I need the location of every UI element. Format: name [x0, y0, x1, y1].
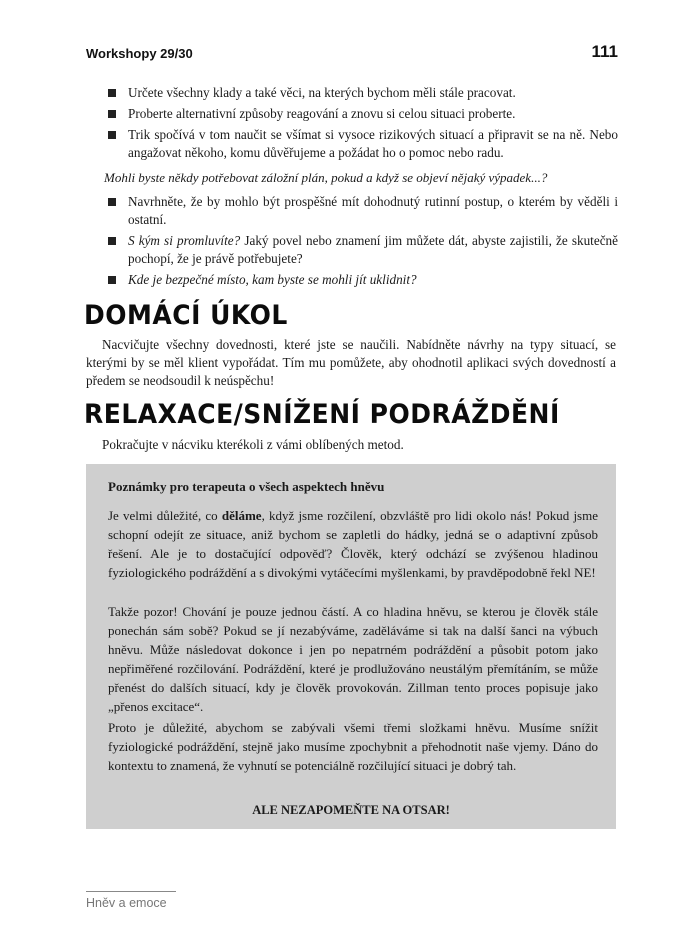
relaxation-paragraph: Pokračujte v nácviku kterékoli z vámi oblíbených metod. — [102, 437, 404, 452]
list-item: Kde je bezpečné místo, kam byste se mohli jít uklidnit? — [104, 271, 618, 289]
backup-plan-question: Mohli byste někdy potřebovat záložní plán, pokud a když se objeví nějaký výpadek...? — [104, 170, 548, 185]
emphasis: děláme — [221, 508, 262, 523]
page-number: 111 — [591, 42, 618, 61]
list-item: Proberte alternativní způsoby reagování a znovu si celou situaci proberte. — [104, 105, 618, 123]
square-bullet-icon — [108, 110, 116, 118]
therapist-notes-box — [86, 464, 616, 829]
square-bullet-icon — [108, 237, 116, 245]
notes-reminder: ALE NEZAPOMEŇTE NA OTSAR! — [252, 803, 450, 817]
homework-heading: DOMÁCÍ ÚKOL — [84, 299, 288, 331]
relaxation-heading: RELAXACE/SNÍŽENÍ PODRÁŽDĚNÍ — [84, 398, 560, 430]
bullet-list-review — [104, 84, 618, 165]
bullet-list-backup-plan — [104, 193, 618, 292]
square-bullet-icon — [108, 131, 116, 139]
square-bullet-icon — [108, 198, 116, 206]
list-item: S kým si promluvíte? Jaký povel nebo znamení jim můžete dát, abyste zajistili, že skutečně pochopí, že je právě potřebujete? — [104, 232, 618, 268]
notes-paragraph: Takže pozor! Chování je pouze jednou částí. A co hladina hněvu, se kterou je člověk stále ponechán sám sobě? Pokud se jí nezabýváme, zaděláváme si tak na další šanci na výbuch hněvu. Může následovat dokonce i jen po nepatrném podráždění a působit potom jako nepřiměřené rozčilování. Podráždění, které je prodlužováno neustálým přemítáním, se může přenést do dalších situací, kdy je člověk provokován. Zillman tento proces popisuje jako „přenos excitace“. — [108, 604, 598, 714]
list-item: Určete všechny klady a také věci, na kterých bychom měli stále pracovat. — [104, 84, 618, 102]
running-footer: Hněv a emoce — [86, 896, 167, 910]
square-bullet-icon — [108, 276, 116, 284]
list-item: Navrhněte, že by mohlo být prospěšné mít dohodnutý rutinní postup, o kterém by věděli i ostatní. — [104, 193, 618, 229]
footer-divider — [86, 891, 176, 892]
therapist-notes-title: Poznámky pro terapeuta o všech aspektech hněvu — [108, 479, 385, 494]
running-header: Workshopy 29/30 — [86, 46, 193, 61]
list-item: Trik spočívá v tom naučit se všímat si vysoce rizikových situací a připravit se na ně. Nebo angažovat někoho, komu důvěřujeme a požádat ho o pomoc nebo radu. — [104, 126, 618, 162]
homework-paragraph: Nacvičujte všechny dovednosti, které jste se naučili. Nabídněte návrhy na typy situací, se kterými by se měl klient vypořádat. Tím mu pomůžete, aby ohodnotil aplikaci svých dovedností a předem se neodsoudil k neúspěchu! — [86, 337, 616, 388]
notes-paragraph: Proto je důležité, abychom se zabývali všemi třemi složkami hněvu. Musíme snížit fyziologické podráždění, stejně jako musíme zpochybnit a přehodnotit naše vjemy. Dáno do kontextu to znamená, že vyhnutí se potenciálně rozčilující situaci je dobrý tah. — [108, 720, 598, 773]
notes-paragraph: Je velmi důležité, co děláme, když jsme rozčilení, obzvláště pro lidi okolo nás! Pokud jsme schopní odejít ze situace, aniž bychom se zapletli do hádky, jedná se o adaptivní způsob řešení. Ale je to dostačující odpověď? Člověk, který odchází se zvýšenou hladinou fyziologického podráždění a s divokými vytáčecími myšlenkami, by pravděpodobně řekl NE! — [108, 508, 599, 580]
square-bullet-icon — [108, 89, 116, 97]
